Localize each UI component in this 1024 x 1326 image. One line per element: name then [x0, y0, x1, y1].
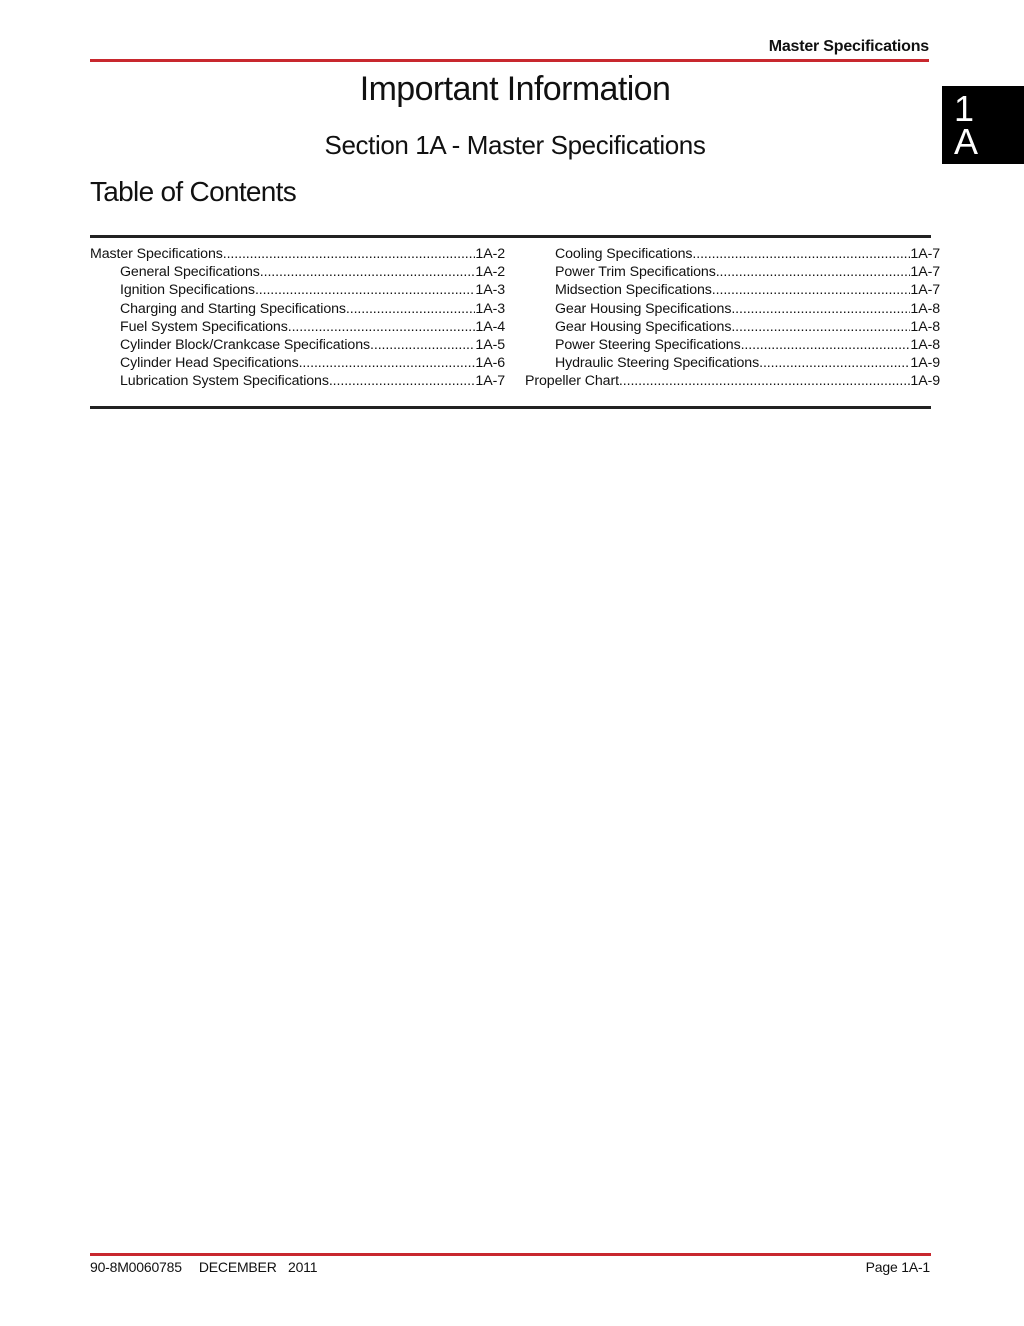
footer-page-number: Page 1A-1 — [865, 1259, 930, 1275]
toc-entry-label: Cylinder Head Specifications — [120, 355, 299, 372]
toc-entry[interactable] — [90, 246, 505, 264]
leader-dots — [741, 337, 911, 353]
toc-entry[interactable] — [525, 282, 940, 300]
toc-entry[interactable] — [90, 337, 505, 355]
leader-dots — [288, 319, 476, 335]
toc-entry-page: 1A-8 — [910, 300, 940, 317]
leader-dots — [759, 355, 910, 371]
toc-entry[interactable] — [525, 337, 940, 355]
toc-bottom-rule — [90, 406, 931, 409]
toc-entry[interactable] — [525, 264, 940, 282]
toc-entry-label: Cylinder Block/Crankcase Specifications — [120, 336, 371, 353]
toc-entry-page: 1A-3 — [475, 282, 505, 299]
leader-dots — [692, 246, 910, 262]
running-header-title: Master Specifications — [768, 38, 929, 55]
toc-entry-label: Master Specifications — [90, 246, 223, 262]
leader-dots — [619, 373, 911, 389]
toc-entry-label: Propeller Chart — [525, 373, 619, 390]
toc-entry-page: 1A-5 — [475, 336, 505, 353]
toc-entry-page: 1A-9 — [910, 355, 940, 372]
toc-right-column — [525, 246, 940, 392]
toc-entry-label: Hydraulic Steering Specifications — [555, 355, 760, 372]
header-rule — [90, 59, 929, 62]
leader-dots — [223, 246, 476, 262]
toc-entry[interactable] — [525, 373, 940, 391]
footer-rule — [90, 1253, 931, 1256]
toc-entry-label: Gear Housing Specifications — [555, 300, 732, 317]
document-title: Important Information — [359, 70, 671, 108]
toc-entry-page: 1A-3 — [475, 300, 505, 317]
toc-entry-page: 1A-7 — [475, 373, 505, 390]
toc-entry[interactable] — [90, 301, 505, 319]
toc-entry-label: Midsection Specifications — [555, 282, 712, 299]
toc-entry[interactable] — [90, 373, 505, 391]
leader-dots — [716, 264, 911, 280]
leader-dots — [299, 355, 476, 371]
toc-entry[interactable] — [90, 355, 505, 373]
footer-doc-id-date: 90-8M0060785 DECEMBER 2011 — [90, 1259, 318, 1275]
tab-marker-number: 1 — [954, 88, 975, 129]
toc-entry-label: Charging and Starting Specifications — [120, 300, 346, 317]
toc-entry-label: Ignition Specifications — [120, 282, 255, 299]
toc-entry-page: 1A-6 — [475, 355, 505, 372]
toc-entry-page: 1A-7 — [910, 282, 940, 299]
toc-entry-label: Lubrication System Specifications — [120, 373, 329, 390]
toc-entry-label: Cooling Specifications — [555, 246, 693, 262]
toc-entry[interactable] — [90, 264, 505, 282]
toc-heading: Table of Contents — [90, 176, 297, 207]
toc-top-rule — [90, 235, 931, 238]
toc-entry[interactable] — [525, 246, 940, 264]
toc-entry[interactable] — [525, 319, 940, 337]
toc-entry-page: 1A-4 — [475, 318, 505, 335]
toc-entry-page: 1A-7 — [910, 264, 940, 281]
leader-dots — [731, 319, 910, 335]
leader-dots — [370, 337, 475, 353]
leader-dots — [712, 282, 911, 298]
toc-entry-page: 1A-9 — [910, 373, 940, 390]
leader-dots — [731, 301, 910, 317]
leader-dots — [260, 264, 476, 280]
leader-dots — [346, 301, 476, 317]
leader-dots — [329, 373, 476, 389]
toc-entry[interactable] — [525, 355, 940, 373]
toc-entry-page: 1A-2 — [475, 246, 505, 262]
toc-entry-label: Gear Housing Specifications — [555, 318, 732, 335]
toc-entry-label: Power Steering Specifications — [555, 336, 741, 353]
toc-entry[interactable] — [90, 282, 505, 300]
toc-left-column — [90, 246, 505, 392]
section-title: Section 1A - Master Specifications — [324, 130, 706, 160]
leader-dots — [255, 282, 475, 298]
tab-marker-letter: A — [954, 121, 979, 162]
toc-entry-page: 1A-2 — [475, 264, 505, 281]
toc-entry-page: 1A-7 — [910, 246, 940, 262]
toc-entry-label: General Specifications — [120, 264, 260, 281]
toc-entry[interactable] — [90, 319, 505, 337]
toc-entry-page: 1A-8 — [910, 336, 940, 353]
toc-entry-label: Power Trim Specifications — [555, 264, 716, 281]
toc-entry[interactable] — [525, 301, 940, 319]
toc-entry-label: Fuel System Specifications — [120, 318, 288, 335]
toc-entry-page: 1A-8 — [910, 318, 940, 335]
